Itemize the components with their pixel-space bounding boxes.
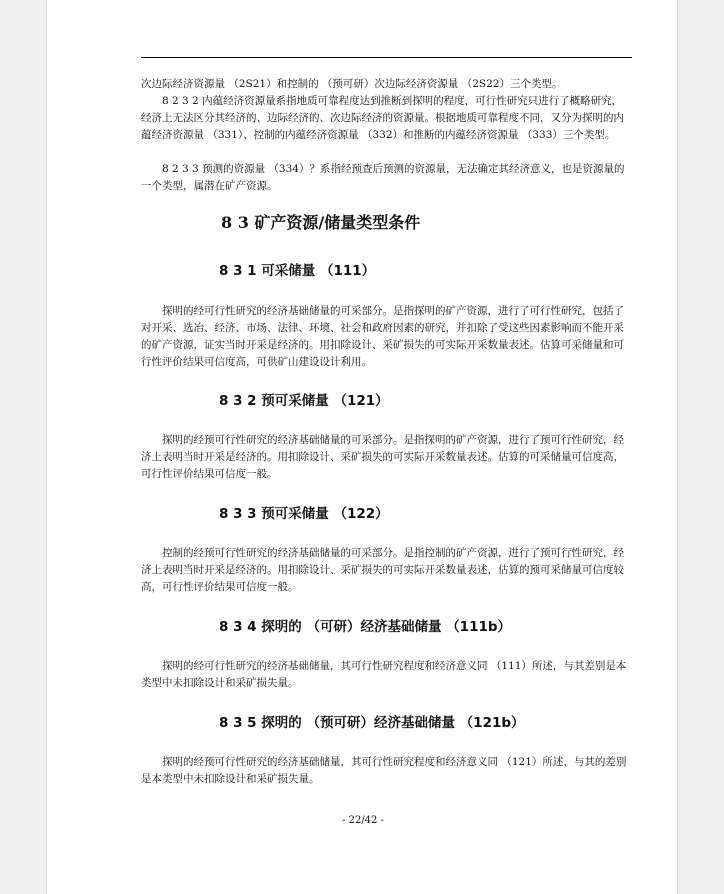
subsection-body-833: 控制的经预可行性研究的经济基础储量的可采部分。是指控制的矿产资源，进行了预可行性研究，经济上表明当时开采是经济的。用扣除设计、采矿损失的可实际开采数量表述，估算的预可采储量可信度较高，可行性评价结果可信度一般。 bbox=[141, 547, 624, 593]
subsection-body-831: 探明的经可行性研究的经济基础储量的可采部分。是指探明的矿产资源，进行了可行性研究，包括了对开采、选冶、经济、市场、法律、环境、社会和政府因素的研究，并扣除了受这些因素影响而不能开采的矿产资源，证实当时开采是经济的。用扣除设计、采矿损失的可实际开采数量表述。估算可采储量和可行性评价结果可信度高，可供矿山建设设计利用。 bbox=[141, 305, 624, 368]
subsection-heading-834: 8 3 4 探明的 （可研）经济基础储量 （111b） bbox=[219, 619, 512, 635]
subsection-heading-831: 8 3 1 可采储量 （111） bbox=[219, 263, 376, 279]
subsection-heading-833: 8 3 3 预可采储量 （122） bbox=[219, 506, 389, 522]
subsection-body-832: 探明的经预可行性研究的经济基础储量的可采部分。是指探明的矿产资源，进行了预可行性研究，经济上表明当时开采是经济的。用扣除设计、采矿损失的可实际开采数量表述。估算的可采储量可信度高，可行性评价结果可信度一般。 bbox=[141, 434, 624, 480]
document-page bbox=[46, 0, 678, 894]
subsection-body-835: 探明的经预可行性研究的经济基础储量，其可行性研究程度和经济意义同 （121）所述，与其的差别是本类型中未扣除设计和采矿损失量。 bbox=[141, 756, 627, 785]
intro-paragraph-2: 8 2 3 2 内蕴经济资源量系指地质可靠程度达到推断到探明的程度，可行性研究只进行了概略研究，经济上无法区分其经济的、边际经济的、次边际经济的资源量。根据地质可靠程度不同，又分为探明的内蕴经济资源量 （331）、控制的内蕴经济资源量 （332）和推断的内蕴经济资源量 （333）三个类型。 bbox=[141, 95, 624, 141]
page-number: - 22/42 - bbox=[342, 815, 384, 826]
subsection-heading-835: 8 3 5 探明的 （预可研）经济基础储量 （121b） bbox=[219, 715, 525, 731]
intro-paragraph-1: 次边际经济资源量 （2S21）和控制的 （预可研）次边际经济资源量 （2S22）三个类型。 bbox=[141, 78, 563, 90]
subsection-body-834: 探明的经可行性研究的经济基础储量，其可行性研究程度和经济意义同 （111）所述，与其差别是本类型中未扣除设计和采矿损失量。 bbox=[141, 660, 627, 689]
subsection-heading-832: 8 3 2 预可采储量 （121） bbox=[219, 393, 389, 409]
section-heading: 8 3 矿产资源/储量类型条件 bbox=[221, 213, 421, 232]
header-rule bbox=[141, 57, 632, 58]
intro-paragraph-3: 8 2 3 3 预测的资源量 （334）？系指经预查后预测的资源量，无法确定其经济意义，也是资源量的一个类型，属潜在矿产资源。 bbox=[141, 163, 625, 192]
